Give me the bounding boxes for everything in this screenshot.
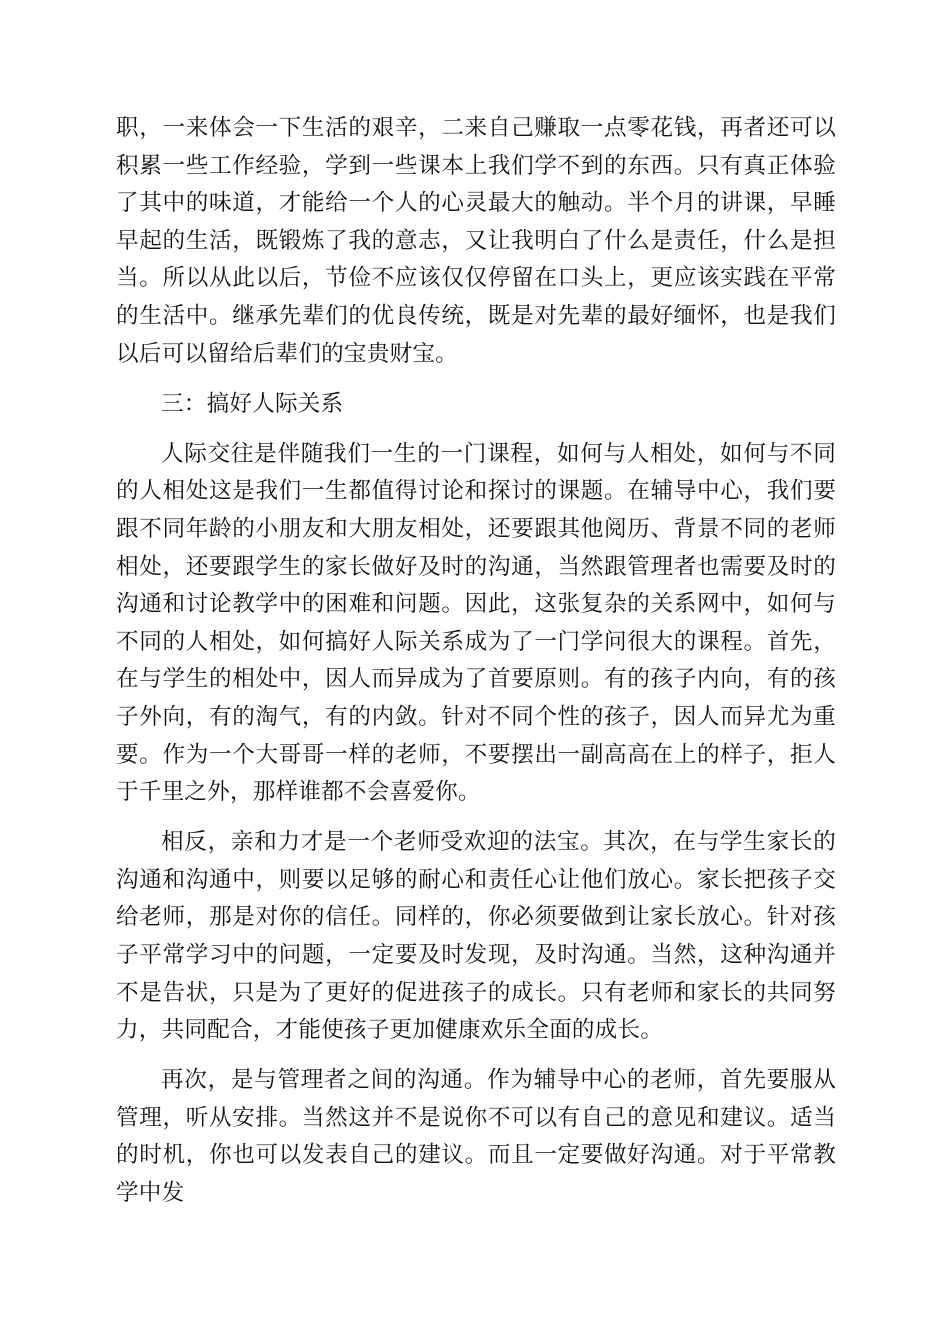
paragraph-parents: 相反，亲和力才是一个老师受欢迎的法宝。其次，在与学生家长的沟通和沟通中，则要以足够的耐心和责任心让他们放心。家长把孩子交给老师，那是对你的信任。同样的，你必须要做到让家长放心。针对孩子平常学习中的问题，一定要及时发现，及时沟通。当然，这种沟通并不是告状，只是为了更好的促进孩子的成长。只有老师和家长的共同努力，共同配合，才能使孩子更加健康欢乐全面的成长。	[116, 829, 836, 1044]
paragraph-continuation: 职，一来体会一下生活的艰辛，二来自己赚取一点零花钱，再者还可以积累一些工作经验，学到一些课本上我们学不到的东西。只有真正体验了其中的味道，才能给一个人的心灵最大的触动。半个月的讲课，早睡早起的生活，既锻炼了我的意志，又让我明白了什么是责任，什么是担当。所以从此以后，节俭不应该仅仅停留在口头上，更应该实践在平常的生活中。继承先辈们的优良传统，既是对先辈的最好缅怀，也是我们以后可以留给后辈们的宝贵财宝。	[116, 115, 836, 367]
paragraph-management: 再次，是与管理者之间的沟通。作为辅导中心的老师，首先要服从管理，听从安排。当然这并不是说你不可以有自己的意见和建议。适当的时机，你也可以发表自己的建议。而且一定要做好沟通。对于平常教学中发	[116, 1067, 836, 1207]
section-heading: 三：搞好人际关系	[161, 390, 344, 417]
paragraph-interpersonal: 人际交往是伴随我们一生的一门课程，如何与人相处，如何与不同的人相处这是我们一生都值得讨论和探讨的课题。在辅导中心，我们要跟不同年龄的小朋友和大朋友相处，还要跟其他阅历、背景不同的老师相处，还要跟学生的家长做好及时的沟通，当然跟管理者也需要及时的沟通和讨论教学中的困难和问题。因此，这张复杂的关系网中，如何与不同的人相处，如何搞好人际关系成为了一门学问很大的课程。首先，在与学生的相处中，因人而异成为了首要原则。有的孩子内向，有的孩子外向，有的淘气，有的内敛。针对不同个性的孩子，因人而异尤为重要。作为一个大哥哥一样的老师，不要摆出一副高高在上的样子，拒人于千里之外，那样谁都不会喜爱你。	[116, 440, 836, 806]
document-body	[116, 110, 836, 1225]
